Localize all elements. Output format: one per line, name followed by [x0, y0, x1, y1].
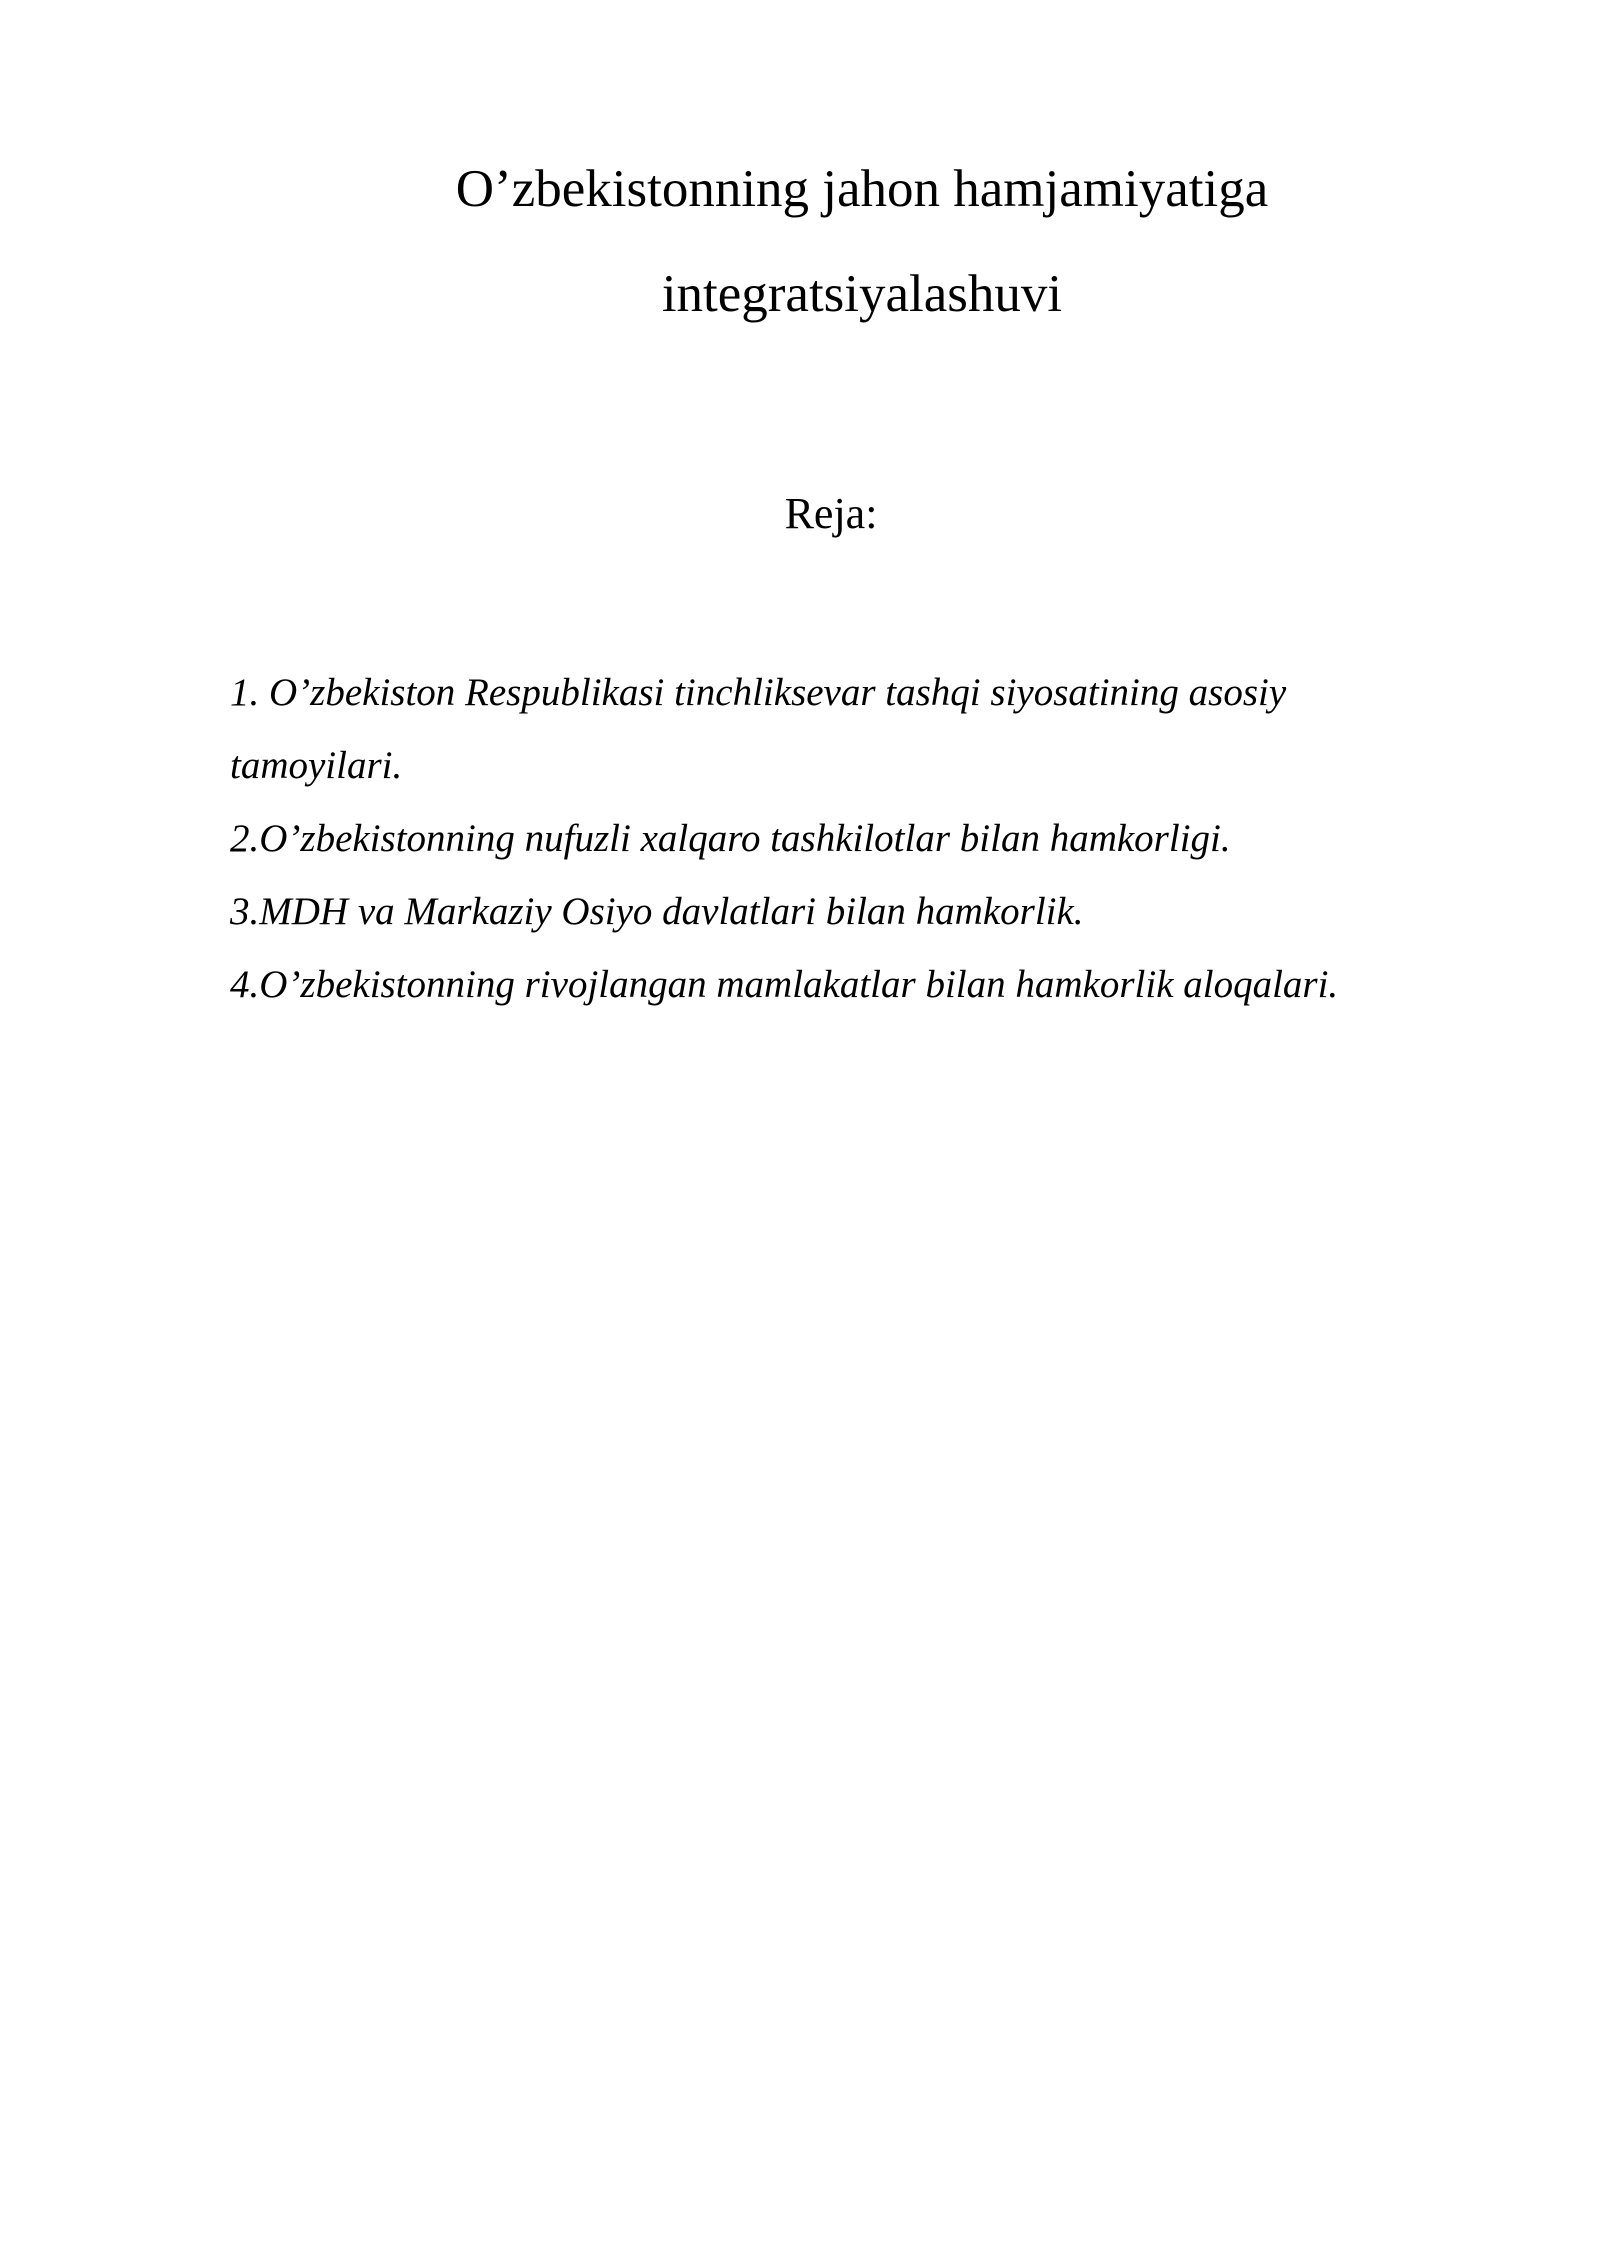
- document-title-line-2: integratsiyalashuvi: [661, 265, 1063, 323]
- document-title-line-1: O’zbekistonning jahon hamjamiyatiga: [455, 160, 1269, 218]
- plan-item-1-line-2: tamoyilari.: [230, 744, 403, 787]
- plan-list: [230, 656, 1470, 1021]
- plan-item-3: 3.MDH va Markaziy Osiyo davlatlari bilan hamkorlik.: [230, 890, 1084, 933]
- plan-item-1-line-1: 1. O’zbekiston Respublikasi tinchliksevar tashqi siyosatining asosiy: [230, 671, 1287, 714]
- plan-item-4: 4.O’zbekistonning rivojlangan mamlakatlar bilan hamkorlik aloqalari.: [230, 963, 1339, 1006]
- plan-item-2: 2.O’zbekistonning nufuzli xalqaro tashkilotlar bilan hamkorligi.: [230, 817, 1231, 860]
- plan-heading: Reja:: [784, 489, 878, 538]
